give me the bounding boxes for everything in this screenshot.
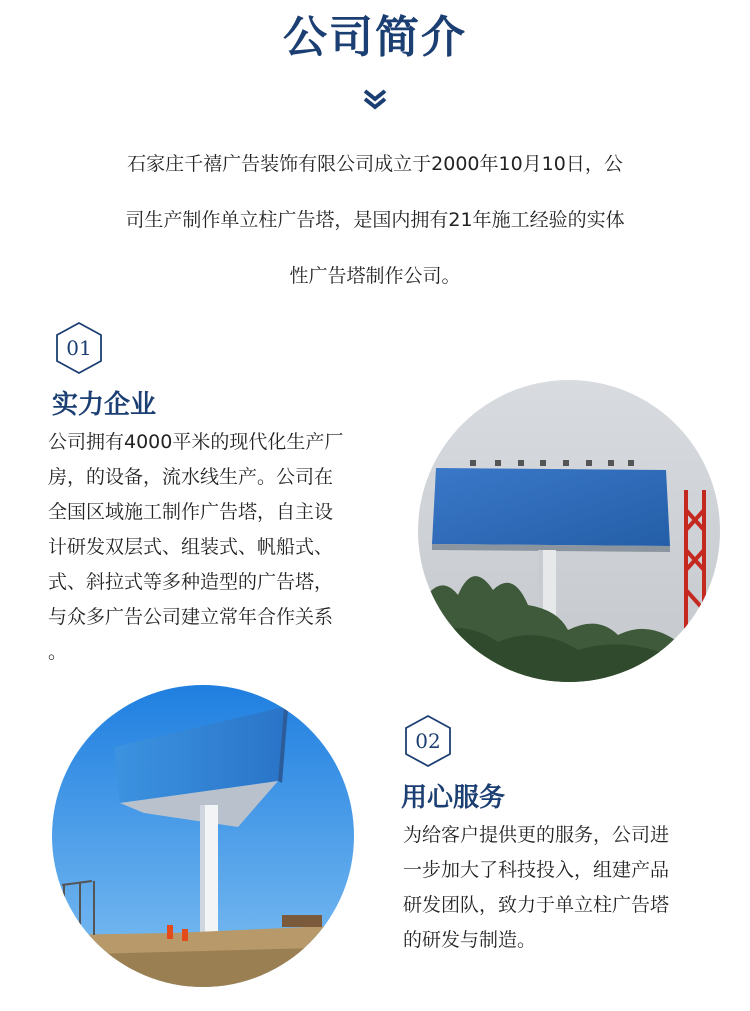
text-line: 的研发与制造。 [403, 929, 537, 951]
section-number-badge [52, 321, 106, 375]
section-number: 02 [415, 729, 441, 753]
text-line: 与众多广告公司建立常年合作关系 [48, 606, 334, 628]
text-line: 研发团队，致力于单立柱广告塔 [403, 894, 670, 916]
intro-line: 石家庄千禧广告装饰有限公司成立于2000年10月10日，公 [127, 153, 623, 175]
text-line: 。 [48, 641, 68, 663]
section-title: 用心服务 [401, 783, 506, 813]
text-line: 一步加大了科技投入，组建产品 [403, 859, 670, 881]
section-body [48, 425, 393, 670]
text-line: 房，的设备，流水线生产。公司在 [48, 466, 334, 488]
intro-line: 司生产制作单立柱广告塔，是国内拥有21年施工经验的实体 [125, 209, 625, 231]
intro-line: 性广告塔制作公司。 [289, 265, 461, 287]
section-title: 实力企业 [52, 390, 157, 420]
text-line: 式、斜拉式等多种造型的广告塔， [48, 571, 334, 593]
text-line: 公司拥有4000平米的现代化生产厂 [48, 431, 344, 453]
text-line: 计研发双层式、组装式、帆船式、 [48, 536, 334, 558]
section-number: 01 [66, 336, 92, 360]
page-title: 公司简介 [283, 12, 467, 63]
section-body [403, 818, 723, 958]
section-number-badge [401, 714, 455, 768]
billboard-photo-bluesky [52, 685, 354, 987]
text-line: 全国区域施工制作广告塔，自主设 [48, 501, 334, 523]
billboard-photo-overcast [418, 380, 720, 682]
company-intro [80, 136, 670, 304]
double-chevron-down-icon [362, 88, 388, 110]
text-line: 为给客户提供更的服务，公司进 [403, 824, 670, 846]
